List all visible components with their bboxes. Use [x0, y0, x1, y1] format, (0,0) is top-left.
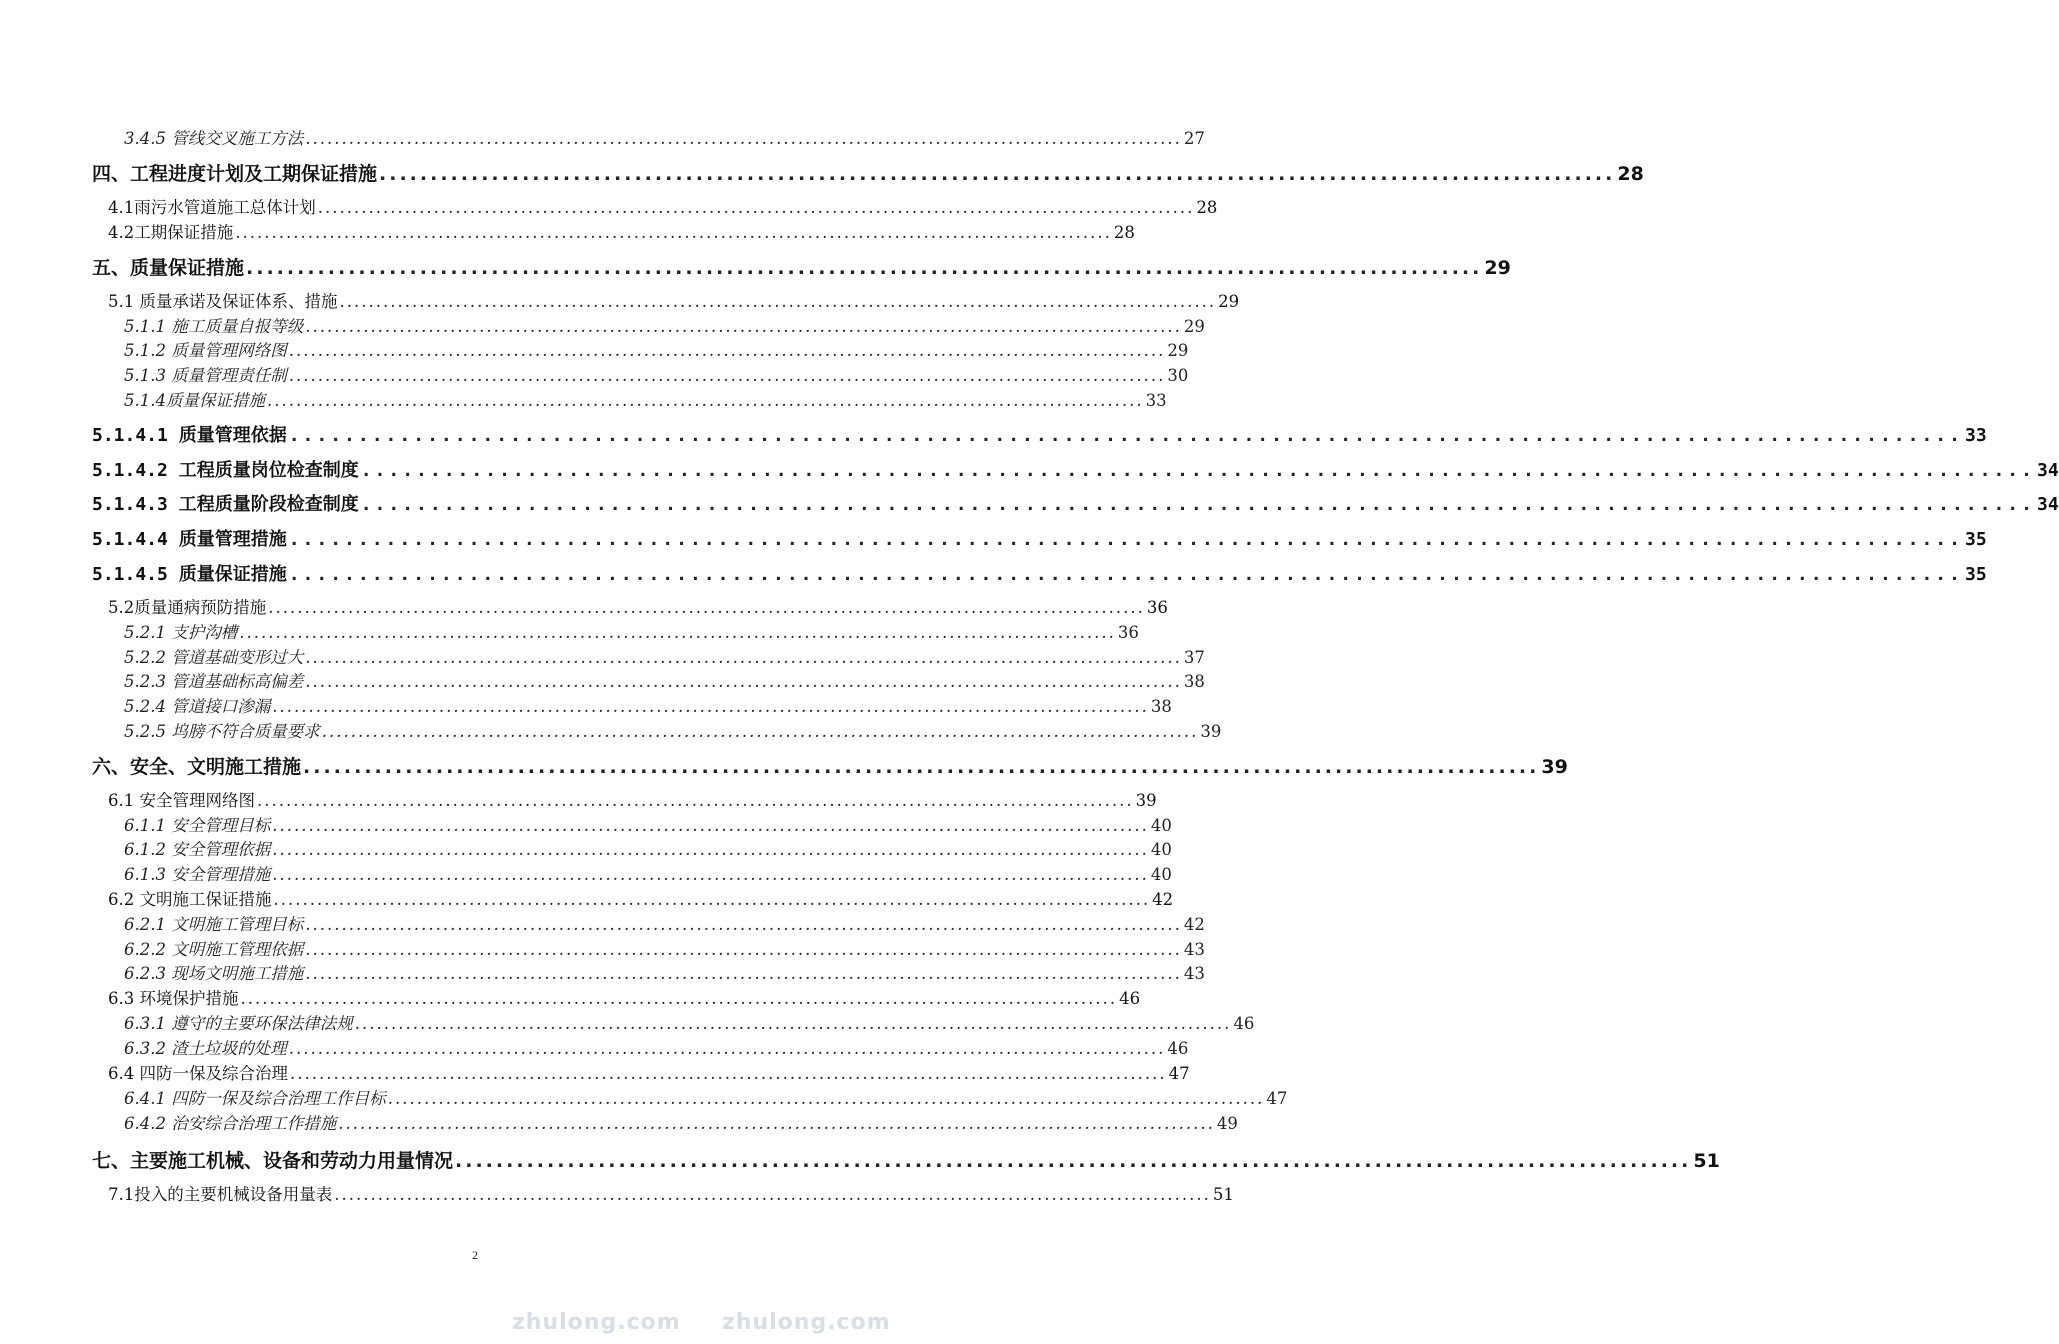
toc-entry-page: 42: [1152, 890, 1174, 909]
toc-leader-dots: .........................................................................................................................: [288, 341, 1166, 360]
toc-leader-dots: .........................................................................................................................: [379, 163, 1616, 185]
toc-entry-page: 28: [1113, 223, 1135, 242]
toc-entry[interactable]: [108, 594, 1168, 618]
toc-entry[interactable]: [92, 560, 1987, 586]
toc-leader-dots: .........................................................................................................................: [257, 791, 1134, 810]
toc-leader-dots: .........................................................................................................................: [339, 292, 1217, 311]
toc-leader-dots: .........................................................................................................................: [288, 425, 1963, 446]
toc-entry[interactable]: [124, 861, 1172, 885]
toc-leader-dots: .........................................................................................................................: [235, 223, 1112, 242]
toc-entry[interactable]: [124, 1110, 1238, 1134]
toc-entry-page: 38: [1183, 672, 1205, 691]
toc-entry-title: 七、主要施工机械、设备和劳动力用量情况: [92, 1150, 454, 1172]
toc-entry-page: 43: [1183, 940, 1205, 959]
toc-leader-dots: .........................................................................................................................: [288, 529, 1963, 550]
toc-leader-dots: .........................................................................................................................: [290, 1064, 1167, 1083]
toc-entry-title: 6.1.1 安全管理目标: [124, 816, 271, 835]
toc-leader-dots: .........................................................................................................................: [305, 940, 1182, 959]
toc-entry[interactable]: [124, 812, 1172, 836]
toc-entry-title: 6.2.2 文明施工管理依据: [124, 940, 304, 959]
watermark-text: zhulong.com: [722, 1310, 891, 1335]
toc-entry[interactable]: [124, 644, 1205, 668]
toc-entry-page: 47: [1168, 1064, 1190, 1083]
toc-entry-page: 29: [1183, 317, 1205, 336]
toc-entry-page: 35: [1964, 564, 1987, 585]
toc-entry-title: 六、安全、文明施工措施: [92, 756, 302, 778]
toc-entry-title: 4.2工期保证措施: [108, 223, 234, 242]
toc-leader-dots: .........................................................................................................................: [321, 722, 1199, 741]
toc-entry[interactable]: [124, 718, 1222, 742]
toc-entry-page: 46: [1119, 989, 1141, 1008]
toc-entry-title: 五、质量保证措施: [92, 257, 245, 279]
toc-entry-title: 5.1.4.5 质量保证措施: [92, 564, 287, 585]
toc-entry-title: 5.2.1 支护沟槽: [124, 623, 238, 642]
toc-entry-title: 6.3.1 遵守的主要环保法律法规: [124, 1014, 353, 1033]
toc-entry[interactable]: [92, 1146, 1720, 1173]
toc-entry-page: 30: [1167, 366, 1189, 385]
toc-entry-page: 34: [2036, 494, 2059, 515]
toc-leader-dots: .........................................................................................................................: [272, 840, 1149, 859]
toc-entry-page: 28: [1196, 198, 1218, 217]
toc-entry[interactable]: [108, 288, 1240, 312]
toc-entry-page: 27: [1183, 129, 1205, 148]
toc-entry-page: 40: [1150, 816, 1172, 835]
toc-entry-title: 5.2.5 坞膀不符合质量要求: [124, 722, 320, 741]
toc-entry-title: 5.1.1 施工质量自报等级: [124, 317, 304, 336]
toc-entry-title: 6.4.2 治安综合治理工作措施: [124, 1114, 337, 1133]
toc-entry[interactable]: [124, 619, 1139, 643]
toc-leader-dots: .........................................................................................................................: [317, 198, 1195, 217]
toc-entry-title: 4.1雨污水管道施工总体计划: [108, 198, 316, 217]
toc-leader-dots: .........................................................................................................................: [240, 989, 1118, 1008]
toc-leader-dots: .........................................................................................................................: [268, 598, 1145, 617]
toc-leader-dots: .........................................................................................................................: [360, 460, 2035, 481]
toc-leader-dots: .........................................................................................................................: [338, 1114, 1215, 1133]
toc-entry[interactable]: [108, 194, 1218, 218]
toc-entry-page: 34: [2036, 460, 2059, 481]
toc-entry[interactable]: [108, 886, 1174, 910]
toc-leader-dots: .........................................................................................................................: [288, 564, 1963, 585]
toc-leader-dots: .........................................................................................................................: [288, 366, 1166, 385]
toc-entry-title: 5.1.4.3 工程质量阶段检查制度: [92, 494, 359, 515]
toc-entry[interactable]: [124, 668, 1205, 692]
toc-entry[interactable]: [124, 125, 1205, 149]
toc-entry-page: 43: [1183, 964, 1205, 983]
toc-entry-page: 49: [1216, 1114, 1238, 1133]
toc-leader-dots: .........................................................................................................................: [288, 1039, 1166, 1058]
toc-leader-dots: .........................................................................................................................: [273, 890, 1151, 909]
toc-entry[interactable]: [124, 362, 1189, 386]
toc-entry-title: 3.4.5 管线交叉施工方法: [124, 129, 304, 148]
toc-entry-title: 5.1 质量承诺及保证体系、措施: [108, 292, 338, 311]
toc-entry-title: 四、工程进度计划及工期保证措施: [92, 163, 378, 185]
toc-entry-title: 5.2质量通病预防措施: [108, 598, 267, 617]
toc-leader-dots: .........................................................................................................................: [387, 1089, 1265, 1108]
toc-leader-dots: .........................................................................................................................: [246, 257, 1483, 279]
toc-entry[interactable]: [92, 456, 2059, 482]
toc-entry-page: 36: [1117, 623, 1139, 642]
toc-entry-title: 7.1投入的主要机械设备用量表: [108, 1185, 333, 1204]
toc-entry-page: 39: [1135, 791, 1157, 810]
toc-entry[interactable]: [108, 787, 1157, 811]
toc-leader-dots: .........................................................................................................................: [354, 1014, 1232, 1033]
toc-entry[interactable]: [124, 337, 1189, 361]
toc-entry-page: 40: [1150, 840, 1172, 859]
toc-entry[interactable]: [124, 911, 1205, 935]
toc-entry-page: 35: [1964, 529, 1987, 550]
toc-entry-page: 29: [1167, 341, 1189, 360]
toc-leader-dots: .........................................................................................................................: [303, 756, 1540, 778]
toc-entry[interactable]: [124, 836, 1172, 860]
toc-entry[interactable]: [124, 1085, 1288, 1109]
toc-entry-page: 28: [1617, 163, 1644, 185]
toc-entry-title: 5.1.4质量保证措施: [124, 391, 265, 410]
toc-entry-page: 51: [1693, 1150, 1720, 1172]
toc-leader-dots: .........................................................................................................................: [272, 865, 1149, 884]
toc-entry-page: 39: [1200, 722, 1222, 741]
toc-entry-title: 6.2.1 文明施工管理目标: [124, 915, 304, 934]
toc-entry-title: 5.1.3 质量管理责任制: [124, 366, 287, 385]
toc-leader-dots: .........................................................................................................................: [334, 1185, 1211, 1204]
toc-entry-title: 6.3 环境保护措施: [108, 989, 239, 1008]
toc-leader-dots: .........................................................................................................................: [272, 697, 1149, 716]
toc-leader-dots: .........................................................................................................................: [305, 129, 1182, 148]
toc-entry-page: 40: [1150, 865, 1172, 884]
toc-entry-title: 6.4.1 四防一保及综合治理工作目标: [124, 1089, 386, 1108]
toc-entry-title: 5.1.2 质量管理网络图: [124, 341, 287, 360]
toc-entry[interactable]: [108, 1181, 1234, 1205]
toc-entry[interactable]: [108, 985, 1141, 1009]
toc-entry-page: 42: [1183, 915, 1205, 934]
toc-entry-page: 46: [1233, 1014, 1255, 1033]
toc-entry-page: 47: [1266, 1089, 1288, 1108]
toc-leader-dots: .........................................................................................................................: [266, 391, 1144, 410]
toc-entry-page: 33: [1145, 391, 1167, 410]
toc-entry-title: 5.2.4 管道接口渗漏: [124, 697, 271, 716]
toc-entry-title: 6.2 文明施工保证措施: [108, 890, 272, 909]
toc-leader-dots: .........................................................................................................................: [305, 672, 1182, 691]
toc-leader-dots: .........................................................................................................................: [272, 816, 1149, 835]
toc-entry-title: 6.2.3 现场文明施工措施: [124, 964, 304, 983]
toc-entry-title: 6.3.2 渣土垃圾的处理: [124, 1039, 287, 1058]
toc-entry-title: 5.1.4.2 工程质量岗位检查制度: [92, 460, 359, 481]
toc-entry-title: 6.1 安全管理网络图: [108, 791, 255, 810]
toc-entry[interactable]: [92, 159, 1644, 186]
toc-entry-page: 37: [1183, 648, 1205, 667]
toc-entry-page: 38: [1150, 697, 1172, 716]
toc-entry[interactable]: [124, 1035, 1189, 1059]
toc-entry-page: 36: [1146, 598, 1168, 617]
toc-entry[interactable]: [124, 960, 1205, 984]
toc-entry-title: 5.2.3 管道基础标高偏差: [124, 672, 304, 691]
toc-entry[interactable]: [92, 253, 1511, 280]
toc-entry-page: 51: [1212, 1185, 1234, 1204]
toc-leader-dots: .........................................................................................................................: [305, 317, 1182, 336]
toc-entry-title: 5.1.4.4 质量管理措施: [92, 529, 287, 550]
toc-entry[interactable]: [124, 693, 1172, 717]
toc-entry-title: 6.1.3 安全管理措施: [124, 865, 271, 884]
toc-entry-page: 39: [1541, 756, 1568, 778]
toc-leader-dots: .........................................................................................................................: [305, 915, 1182, 934]
toc-entry[interactable]: [92, 752, 1568, 779]
toc-leader-dots: .........................................................................................................................: [305, 964, 1182, 983]
toc-entry[interactable]: [124, 387, 1167, 411]
watermark-text: zhulong.com: [512, 1310, 681, 1335]
toc-leader-dots: .........................................................................................................................: [455, 1150, 1692, 1172]
toc-entry-title: 5.1.4.1 质量管理依据: [92, 425, 287, 446]
toc-entry-page: 29: [1484, 257, 1511, 279]
toc-entry-title: 6.4 四防一保及综合治理: [108, 1064, 288, 1083]
toc-entry-title: 5.2.2 管道基础变形过大: [124, 648, 304, 667]
toc-entry[interactable]: [108, 219, 1135, 243]
toc-entry[interactable]: [124, 1010, 1255, 1034]
toc-entry-page: 46: [1167, 1039, 1189, 1058]
toc-entry[interactable]: [92, 490, 2059, 516]
toc-entry-title: 6.1.2 安全管理依据: [124, 840, 271, 859]
toc-entry[interactable]: [124, 313, 1205, 337]
toc-leader-dots: .........................................................................................................................: [360, 494, 2035, 515]
toc-entry[interactable]: [124, 936, 1205, 960]
toc-entry-page: 29: [1218, 292, 1240, 311]
page-number: 2: [472, 1248, 478, 1262]
toc-entry[interactable]: [92, 421, 1987, 447]
toc-entry[interactable]: [108, 1060, 1190, 1084]
toc-leader-dots: .........................................................................................................................: [305, 648, 1182, 667]
toc-entry-page: 33: [1964, 425, 1987, 446]
toc-entry[interactable]: [92, 525, 1987, 551]
toc-leader-dots: .........................................................................................................................: [239, 623, 1116, 642]
